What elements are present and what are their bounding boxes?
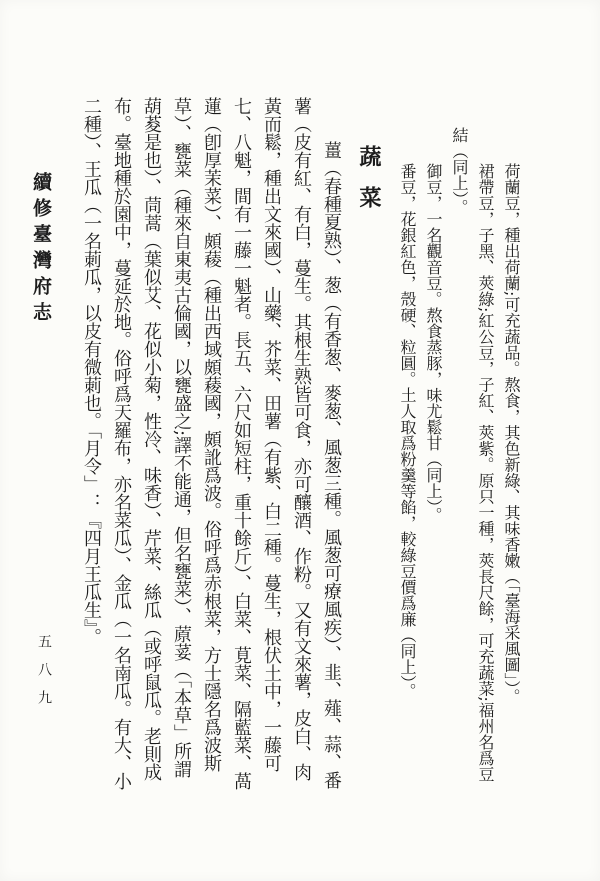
page-number: 五八九	[36, 634, 52, 718]
section-title-vegetables: 蔬菜	[356, 145, 382, 227]
book-title: 續修臺灣府志	[30, 172, 52, 328]
bean-entry-imperial-bean: 御豆，一名觀音豆。熬食蒸豚，味尤鬆甘（同上）。	[424, 163, 443, 523]
text-block	[70, 97, 524, 794]
bean-entry-foreign-bean: 番豆，花銀紅色，殼硬、粒圓。土人取爲粉羹等餡，較綠豆價爲廉（同上）。	[398, 163, 417, 699]
bean-entry-ribbon-bean: 裙帶豆，子黑、莢綠;紅公豆，子紅、莢紫。原只一種，莢長尺餘，可充蔬菜;福州名爲豆結（同上）。	[450, 127, 495, 782]
vegetables-paragraph: 薑（春種夏熟）、葱（有香葱、麥葱、風葱三種。風葱可療風疾）、韭、薤、蒜、番薯（皮有紅、有白，蔓生。其根生熟皆可食，亦可釀酒、作粉。又有文來薯，皮白、肉黃而鬆，種出文來國）、山藥、芥菜、田薯（有紫、白二種。蔓生，根伏土中，一藤可七、八魁，間有一藤一魁者。長五、六尺如短柱，重十餘斤）、白菜、莧菜、隔藍菜、萵蓮（卽厚茉菜）、頗薐（種出西域頗薐國，頗訛爲波。俗呼爲赤根菜，方士隱名爲波斯草）、甕菜（種來自東夷古倫國，以甕盛之;譯不能通，但名甕菜）、蒝荽（「本草」所謂葫荾是也）、茼蒿（葉似艾、花似小菊，性冷、味香）、芹菜、絲瓜（或呼鼠瓜。老則成布。臺地種於園中，蔓延於地。俗呼爲天羅布，亦名菜瓜）、金瓜（一名南瓜。有大、小二種）、王瓜（一名莿瓜，以皮有微莿也。「月令」：『四月王瓜生』。	[81, 97, 342, 790]
bean-entry-holland-pea: 荷蘭豆，種出荷蘭;可充蔬品。熬食，其色新綠、其味香嫩（「臺海采風圖」）。	[502, 163, 521, 705]
